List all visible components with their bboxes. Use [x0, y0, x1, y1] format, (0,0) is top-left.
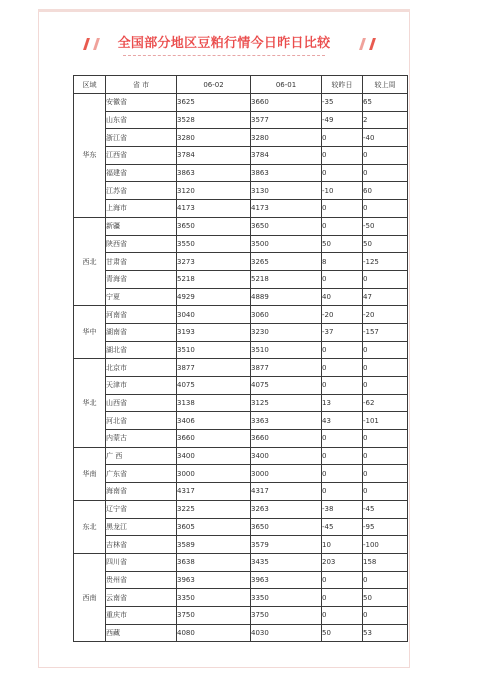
- change-vs-yesterday-cell: -38: [322, 500, 363, 518]
- change-vs-last-week-cell: -157: [363, 323, 408, 341]
- change-vs-last-week-cell: 0: [363, 377, 408, 395]
- table-row: [74, 394, 408, 412]
- price-today-cell: 3625: [177, 94, 251, 112]
- province-cell: 上海市: [106, 200, 177, 218]
- price-yesterday-cell: 3435: [251, 553, 322, 571]
- change-vs-yesterday-cell: 0: [322, 147, 363, 165]
- change-vs-yesterday-cell: 8: [322, 253, 363, 271]
- table-row: [74, 341, 408, 359]
- price-yesterday-cell: 4030: [251, 624, 322, 642]
- price-yesterday-cell: 3000: [251, 465, 322, 483]
- province-cell: 吉林省: [106, 536, 177, 554]
- header-vs-last-week: 较上周: [363, 76, 408, 94]
- province-cell: 山西省: [106, 394, 177, 412]
- province-cell: 安徽省: [106, 94, 177, 112]
- region-cell: 华南: [74, 447, 106, 500]
- province-cell: 青海省: [106, 270, 177, 288]
- change-vs-last-week-cell: 158: [363, 553, 408, 571]
- change-vs-yesterday-cell: -37: [322, 323, 363, 341]
- change-vs-last-week-cell: 0: [363, 200, 408, 218]
- price-today-cell: 4317: [177, 483, 251, 501]
- price-yesterday-cell: 4889: [251, 288, 322, 306]
- change-vs-last-week-cell: 0: [363, 270, 408, 288]
- price-today-cell: 4929: [177, 288, 251, 306]
- change-vs-last-week-cell: -62: [363, 394, 408, 412]
- price-yesterday-cell: 3750: [251, 606, 322, 624]
- change-vs-yesterday-cell: -49: [322, 111, 363, 129]
- change-vs-last-week-cell: 0: [363, 164, 408, 182]
- province-cell: 广 西: [106, 447, 177, 465]
- price-today-cell: 3138: [177, 394, 251, 412]
- price-today-cell: 3605: [177, 518, 251, 536]
- price-today-cell: 3550: [177, 235, 251, 253]
- table-row: [74, 182, 408, 200]
- change-vs-yesterday-cell: 0: [322, 129, 363, 147]
- change-vs-yesterday-cell: -20: [322, 306, 363, 324]
- price-yesterday-cell: 3350: [251, 589, 322, 607]
- change-vs-last-week-cell: 50: [363, 235, 408, 253]
- province-cell: 云南省: [106, 589, 177, 607]
- price-yesterday-cell: 3130: [251, 182, 322, 200]
- table-row: [74, 147, 408, 165]
- table-row: [74, 412, 408, 430]
- price-today-cell: 3784: [177, 147, 251, 165]
- change-vs-last-week-cell: 0: [363, 606, 408, 624]
- price-today-cell: 3963: [177, 571, 251, 589]
- change-vs-last-week-cell: 0: [363, 430, 408, 448]
- change-vs-yesterday-cell: -35: [322, 94, 363, 112]
- price-yesterday-cell: 3280: [251, 129, 322, 147]
- price-today-cell: 3877: [177, 359, 251, 377]
- price-yesterday-cell: 3660: [251, 94, 322, 112]
- page-title: 全国部分地区豆粕行情今日昨日比较: [117, 36, 331, 51]
- price-today-cell: 3863: [177, 164, 251, 182]
- change-vs-last-week-cell: 0: [363, 483, 408, 501]
- change-vs-yesterday-cell: 10: [322, 536, 363, 554]
- province-cell: 河南省: [106, 306, 177, 324]
- change-vs-last-week-cell: 0: [363, 465, 408, 483]
- price-today-cell: 3589: [177, 536, 251, 554]
- price-yesterday-cell: 3060: [251, 306, 322, 324]
- change-vs-last-week-cell: 0: [363, 571, 408, 589]
- price-yesterday-cell: 4075: [251, 377, 322, 395]
- price-yesterday-cell: 5218: [251, 270, 322, 288]
- province-cell: 湖南省: [106, 323, 177, 341]
- price-today-cell: 5218: [177, 270, 251, 288]
- price-yesterday-cell: 3579: [251, 536, 322, 554]
- change-vs-last-week-cell: 50: [363, 589, 408, 607]
- price-today-cell: 4075: [177, 377, 251, 395]
- price-today-cell: 3400: [177, 447, 251, 465]
- change-vs-yesterday-cell: 40: [322, 288, 363, 306]
- price-today-cell: 4080: [177, 624, 251, 642]
- province-cell: 宁夏: [106, 288, 177, 306]
- table-row: [74, 624, 408, 642]
- card-top-border: [38, 9, 410, 12]
- region-cell: 华北: [74, 359, 106, 447]
- price-yesterday-cell: 3125: [251, 394, 322, 412]
- province-cell: 江西省: [106, 147, 177, 165]
- change-vs-last-week-cell: 60: [363, 182, 408, 200]
- region-cell: 华东: [74, 94, 106, 218]
- change-vs-last-week-cell: -101: [363, 412, 408, 430]
- price-today-cell: 3225: [177, 500, 251, 518]
- change-vs-yesterday-cell: 0: [322, 483, 363, 501]
- region-cell: 东北: [74, 500, 106, 553]
- change-vs-yesterday-cell: 0: [322, 200, 363, 218]
- price-today-cell: 3406: [177, 412, 251, 430]
- table-row: [74, 217, 408, 235]
- change-vs-yesterday-cell: 0: [322, 465, 363, 483]
- change-vs-last-week-cell: 65: [363, 94, 408, 112]
- province-cell: 新疆: [106, 217, 177, 235]
- change-vs-last-week-cell: 53: [363, 624, 408, 642]
- price-yesterday-cell: 3963: [251, 571, 322, 589]
- price-yesterday-cell: 3400: [251, 447, 322, 465]
- province-cell: 山东省: [106, 111, 177, 129]
- price-yesterday-cell: 3863: [251, 164, 322, 182]
- table-row: [74, 288, 408, 306]
- province-cell: 四川省: [106, 553, 177, 571]
- header-date-yesterday: 06-01: [251, 76, 322, 94]
- change-vs-yesterday-cell: 0: [322, 447, 363, 465]
- change-vs-last-week-cell: 2: [363, 111, 408, 129]
- province-cell: 甘肃省: [106, 253, 177, 271]
- change-vs-yesterday-cell: 0: [322, 430, 363, 448]
- table-row: [74, 306, 408, 324]
- table-row: [74, 359, 408, 377]
- change-vs-last-week-cell: -40: [363, 129, 408, 147]
- change-vs-yesterday-cell: 0: [322, 359, 363, 377]
- province-cell: 黑龙江: [106, 518, 177, 536]
- change-vs-last-week-cell: 0: [363, 447, 408, 465]
- province-cell: 天津市: [106, 377, 177, 395]
- price-yesterday-cell: 3650: [251, 518, 322, 536]
- change-vs-yesterday-cell: 0: [322, 571, 363, 589]
- change-vs-last-week-cell: -125: [363, 253, 408, 271]
- province-cell: 贵州省: [106, 571, 177, 589]
- price-today-cell: 3350: [177, 589, 251, 607]
- change-vs-last-week-cell: 0: [363, 359, 408, 377]
- price-today-cell: 3750: [177, 606, 251, 624]
- price-today-cell: 3280: [177, 129, 251, 147]
- price-today-cell: 3040: [177, 306, 251, 324]
- price-today-cell: 3120: [177, 182, 251, 200]
- price-yesterday-cell: 3660: [251, 430, 322, 448]
- change-vs-yesterday-cell: 43: [322, 412, 363, 430]
- table-row: [74, 235, 408, 253]
- title-underline: [123, 55, 325, 56]
- change-vs-last-week-cell: -95: [363, 518, 408, 536]
- province-cell: 西藏: [106, 624, 177, 642]
- price-yesterday-cell: 3230: [251, 323, 322, 341]
- table-row: [74, 94, 408, 112]
- header-date-today: 06-02: [177, 76, 251, 94]
- change-vs-yesterday-cell: 0: [322, 164, 363, 182]
- table-row: [74, 589, 408, 607]
- header-region: 区域: [74, 76, 106, 94]
- change-vs-yesterday-cell: 0: [322, 270, 363, 288]
- region-cell: 西南: [74, 553, 106, 641]
- change-vs-last-week-cell: -45: [363, 500, 408, 518]
- change-vs-last-week-cell: -100: [363, 536, 408, 554]
- price-today-cell: 3638: [177, 553, 251, 571]
- change-vs-yesterday-cell: -10: [322, 182, 363, 200]
- change-vs-last-week-cell: -20: [363, 306, 408, 324]
- change-vs-last-week-cell: -50: [363, 217, 408, 235]
- change-vs-yesterday-cell: 0: [322, 341, 363, 359]
- province-cell: 福建省: [106, 164, 177, 182]
- price-today-cell: 4173: [177, 200, 251, 218]
- table-row: [74, 129, 408, 147]
- change-vs-yesterday-cell: 0: [322, 606, 363, 624]
- price-yesterday-cell: 4173: [251, 200, 322, 218]
- change-vs-yesterday-cell: 0: [322, 589, 363, 607]
- province-cell: 重庆市: [106, 606, 177, 624]
- change-vs-last-week-cell: 47: [363, 288, 408, 306]
- region-cell: 华中: [74, 306, 106, 359]
- table-body: [74, 94, 408, 642]
- price-yesterday-cell: 3510: [251, 341, 322, 359]
- change-vs-yesterday-cell: 203: [322, 553, 363, 571]
- price-yesterday-cell: 4317: [251, 483, 322, 501]
- price-yesterday-cell: 3877: [251, 359, 322, 377]
- price-yesterday-cell: 3363: [251, 412, 322, 430]
- table-row: [74, 606, 408, 624]
- price-yesterday-cell: 3265: [251, 253, 322, 271]
- change-vs-last-week-cell: 0: [363, 147, 408, 165]
- header-vs-yesterday: 较昨日: [322, 76, 363, 94]
- table-row: [74, 111, 408, 129]
- change-vs-yesterday-cell: 50: [322, 624, 363, 642]
- change-vs-yesterday-cell: 50: [322, 235, 363, 253]
- table-row: [74, 270, 408, 288]
- table-row: [74, 553, 408, 571]
- price-today-cell: 3193: [177, 323, 251, 341]
- table-row: [74, 518, 408, 536]
- change-vs-last-week-cell: 0: [363, 341, 408, 359]
- table-row: [74, 465, 408, 483]
- price-yesterday-cell: 3577: [251, 111, 322, 129]
- province-cell: 陕西省: [106, 235, 177, 253]
- province-cell: 浙江省: [106, 129, 177, 147]
- province-cell: 辽宁省: [106, 500, 177, 518]
- table-row: [74, 164, 408, 182]
- price-yesterday-cell: 3784: [251, 147, 322, 165]
- table-row: [74, 377, 408, 395]
- price-yesterday-cell: 3500: [251, 235, 322, 253]
- table-row: [74, 253, 408, 271]
- province-cell: 河北省: [106, 412, 177, 430]
- table-row: [74, 447, 408, 465]
- change-vs-yesterday-cell: 0: [322, 217, 363, 235]
- table-row: [74, 323, 408, 341]
- province-cell: 江苏省: [106, 182, 177, 200]
- table-row: [74, 430, 408, 448]
- price-today-cell: 3000: [177, 465, 251, 483]
- price-today-cell: 3510: [177, 341, 251, 359]
- price-comparison-table: [73, 75, 408, 642]
- table-row: [74, 571, 408, 589]
- price-today-cell: 3660: [177, 430, 251, 448]
- change-vs-yesterday-cell: 13: [322, 394, 363, 412]
- table-header-row: [74, 76, 408, 94]
- price-yesterday-cell: 3650: [251, 217, 322, 235]
- table-row: [74, 200, 408, 218]
- province-cell: 湖北省: [106, 341, 177, 359]
- change-vs-yesterday-cell: 0: [322, 377, 363, 395]
- table-row: [74, 536, 408, 554]
- table-row: [74, 500, 408, 518]
- price-today-cell: 3650: [177, 217, 251, 235]
- header-province: 省 市: [106, 76, 177, 94]
- region-cell: 西北: [74, 217, 106, 305]
- province-cell: 广东省: [106, 465, 177, 483]
- change-vs-yesterday-cell: -45: [322, 518, 363, 536]
- province-cell: 内蒙古: [106, 430, 177, 448]
- province-cell: 海南省: [106, 483, 177, 501]
- price-today-cell: 3528: [177, 111, 251, 129]
- province-cell: 北京市: [106, 359, 177, 377]
- price-today-cell: 3273: [177, 253, 251, 271]
- price-yesterday-cell: 3263: [251, 500, 322, 518]
- table-row: [74, 483, 408, 501]
